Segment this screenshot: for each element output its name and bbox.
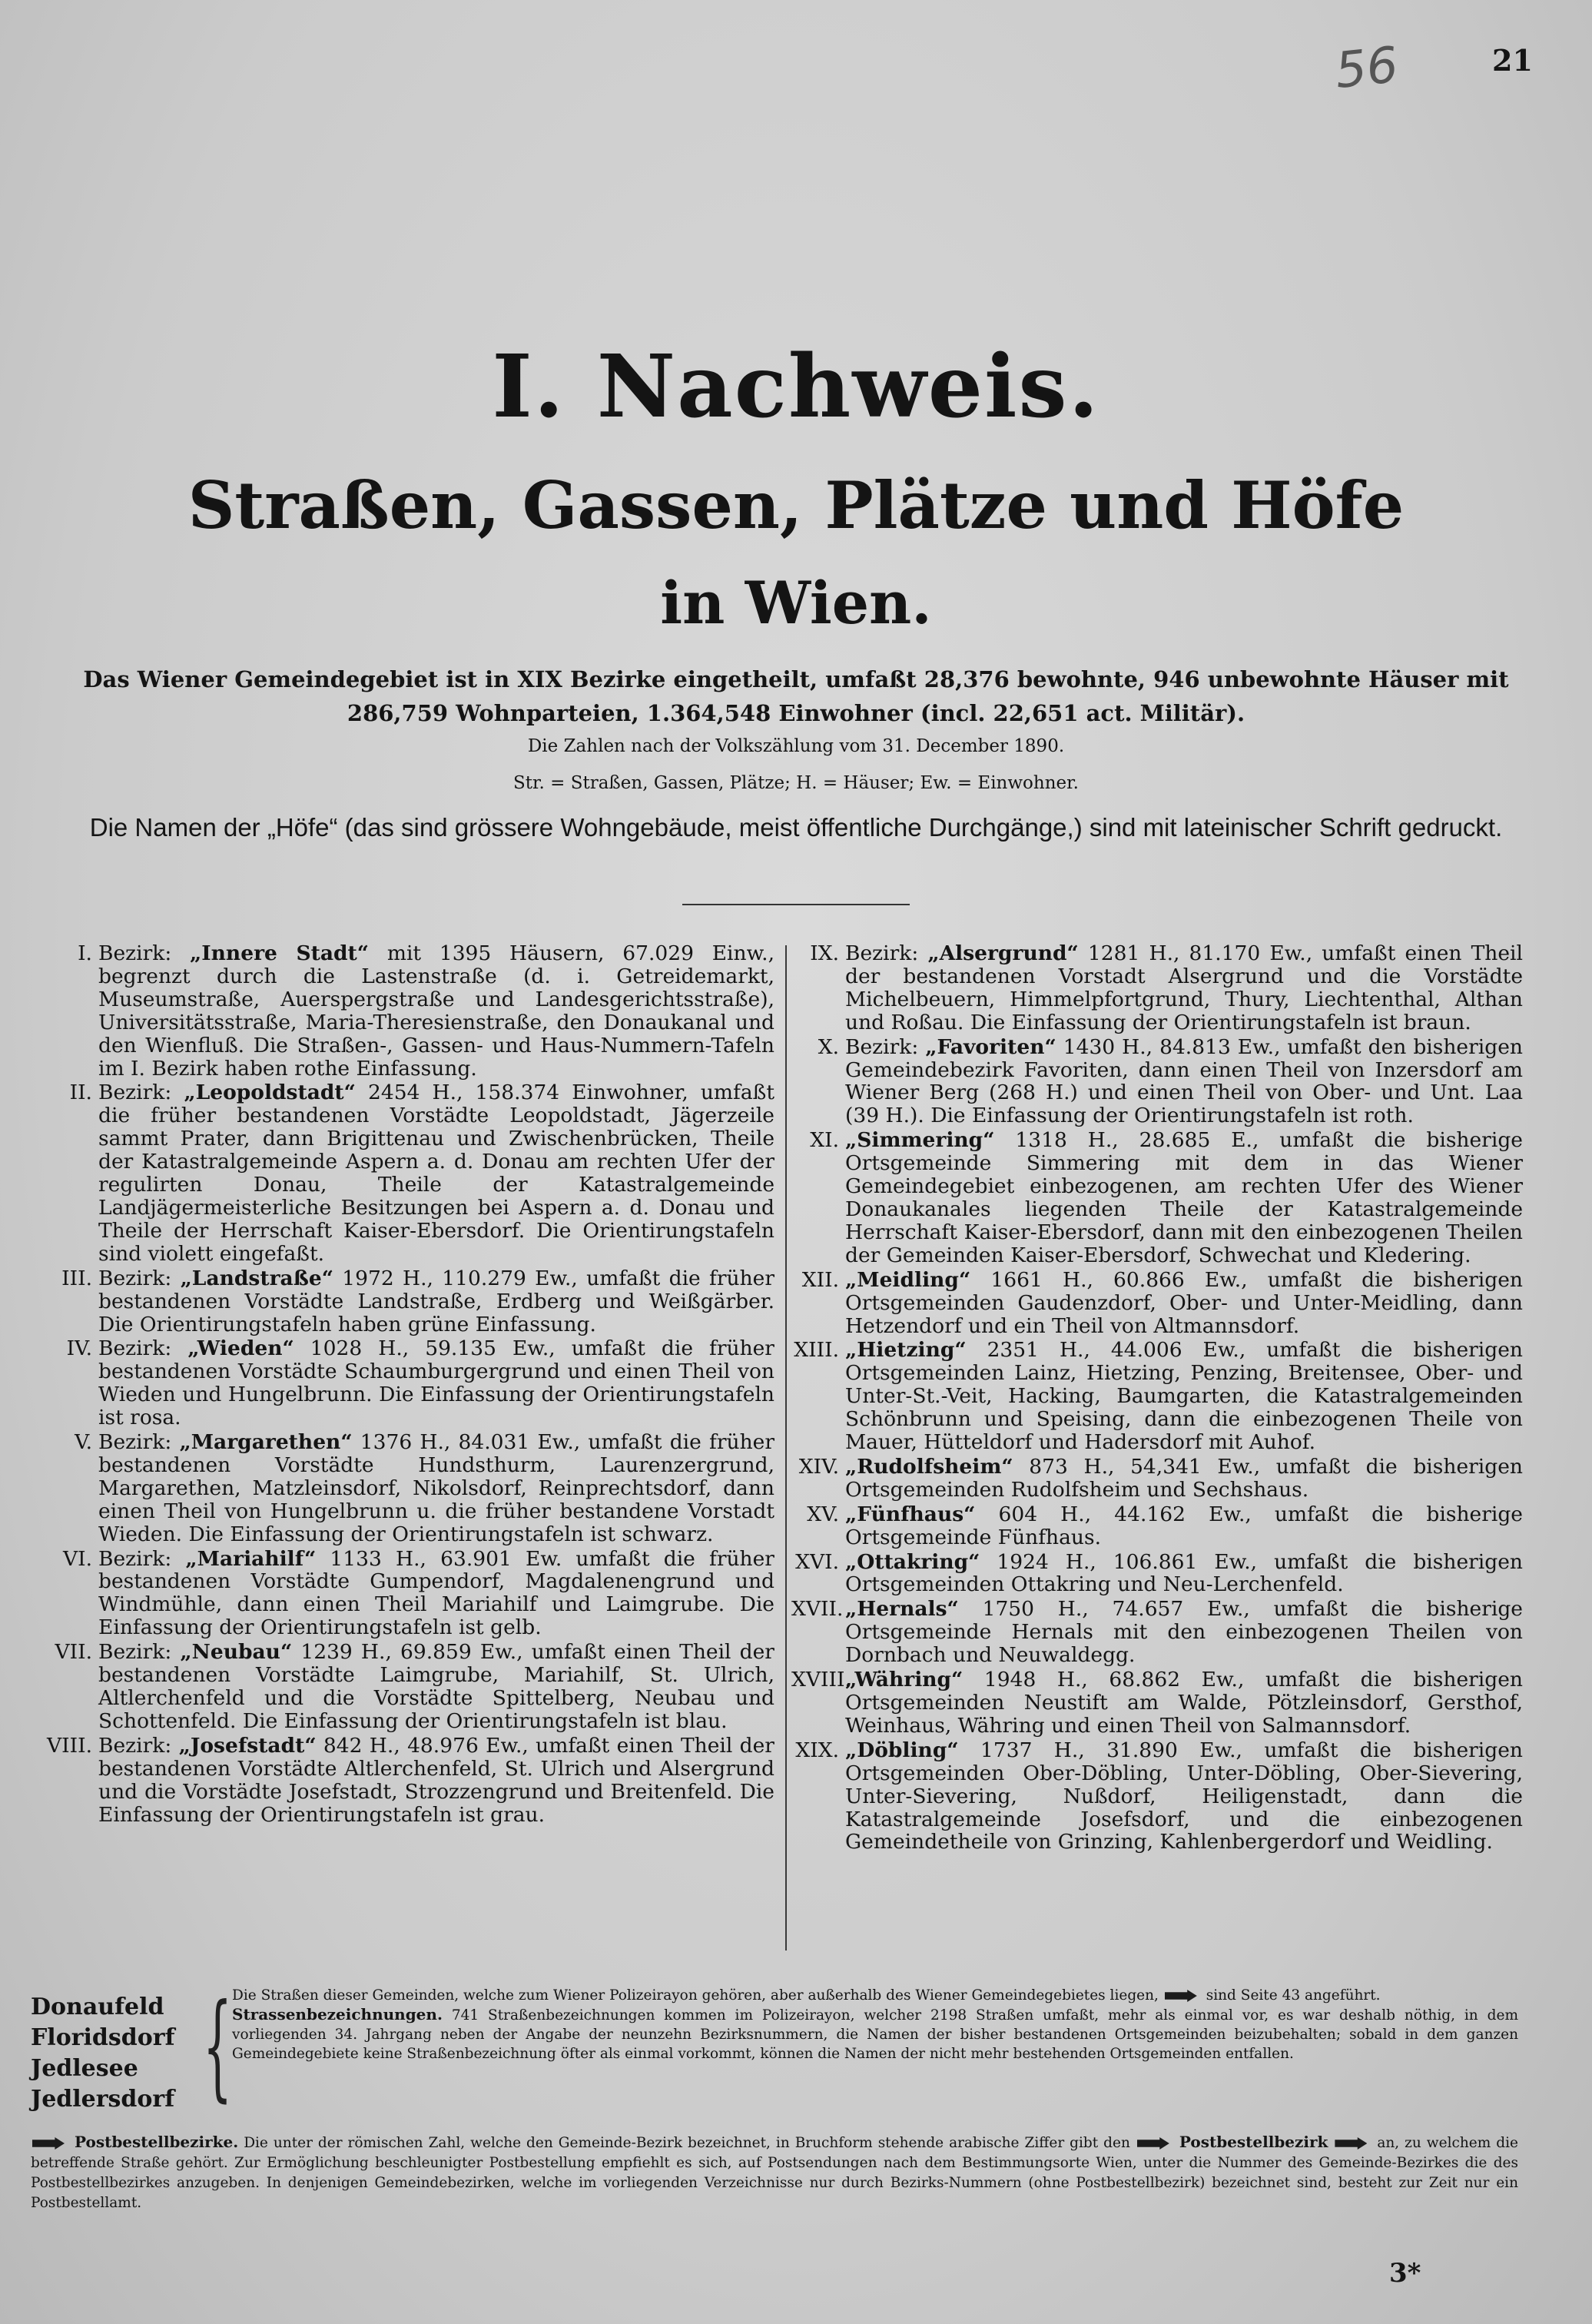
district-entry bbox=[45, 1337, 774, 1429]
district-text bbox=[98, 1267, 774, 1336]
district-number: XIII. bbox=[794, 1338, 839, 1363]
district-name: „Wieden“ bbox=[187, 1336, 294, 1361]
district-name: „Simmering“ bbox=[845, 1128, 995, 1153]
signature-mark: 3* bbox=[1389, 2258, 1421, 2289]
districts-right-column bbox=[791, 942, 1523, 1855]
district-prefix: Bezirk: bbox=[98, 1081, 172, 1105]
district-entry bbox=[791, 1456, 1523, 1502]
district-name: „Favoriten“ bbox=[925, 1034, 1056, 1059]
district-text bbox=[98, 942, 774, 1080]
district-number: IV. bbox=[66, 1336, 92, 1361]
district-text bbox=[98, 1735, 774, 1827]
district-prefix: Bezirk: bbox=[845, 1034, 919, 1059]
district-text bbox=[845, 1129, 1523, 1267]
strassen-note bbox=[232, 2005, 1518, 2063]
district-number: II. bbox=[69, 1081, 92, 1105]
district-name: „Margarethen“ bbox=[179, 1430, 353, 1455]
district-entry bbox=[45, 1548, 774, 1640]
district-number: I. bbox=[78, 941, 92, 965]
district-name: „Währing“ bbox=[845, 1668, 963, 1692]
district-entry bbox=[791, 1598, 1523, 1667]
district-entry bbox=[45, 1735, 774, 1827]
district-name: „Alsergrund“ bbox=[927, 941, 1079, 965]
district-number: XV. bbox=[807, 1502, 839, 1526]
page-subtitle: Straßen, Gassen, Plätze und Höfe bbox=[187, 467, 1405, 543]
district-number: XI. bbox=[810, 1128, 839, 1153]
district-name: „Döbling“ bbox=[845, 1738, 959, 1762]
district-entry bbox=[45, 1267, 774, 1336]
district-entry bbox=[791, 1129, 1523, 1267]
district-text bbox=[845, 1036, 1523, 1128]
district-number: V. bbox=[75, 1430, 92, 1455]
district-description: 842 H., 48.976 Ew., umfaßt einen Theil der bestandenen Vorstädte Altlerchenfeld, St. Ulrich und Alsergrund und die Vorstädte Josefstadt, Strozzengrund und Breitenfeld. Die Einfassung der Orientirungstafeln ist grau. bbox=[98, 1733, 774, 1827]
pencil-mark: 56 bbox=[1332, 36, 1401, 101]
footnote-right bbox=[232, 1986, 1518, 2063]
page-subtitle-city: in Wien. bbox=[660, 569, 932, 637]
suburb-item: Jedlersdorf bbox=[31, 2086, 175, 2113]
district-text bbox=[845, 1598, 1523, 1667]
district-text bbox=[98, 1641, 774, 1733]
districts-left-column bbox=[45, 942, 774, 1828]
district-text bbox=[845, 942, 1523, 1034]
district-prefix: Bezirk: bbox=[98, 1640, 172, 1665]
district-number: IX. bbox=[810, 941, 839, 965]
district-description: 1972 H., 110.279 Ew., umfaßt die früher bestandenen Vorstädte Landstraße, Erdberg und Weißgärber. Die Orientirungstafeln haben grüne Einfassung. bbox=[98, 1266, 774, 1336]
district-name: „Rudolfsheim“ bbox=[845, 1454, 1013, 1479]
district-entry bbox=[791, 1739, 1523, 1854]
district-number: XVIII. bbox=[791, 1668, 851, 1692]
section-divider bbox=[682, 904, 910, 905]
district-text bbox=[845, 1503, 1523, 1549]
post-text-b: an, zu welchem die betreffende Straße gehört. Zur Ermöglichung beschleunigter Postbestellung empfiehlt es sich, auf Postsendungen nach dem Bestimmungsorte Wien, unter die Nummer des Gemeinde-Bezirkes die des Postbestellbezirkes anzugeben. In denjenigen Gemeindebezirken, welche im vorliegenden Verzeichnisse nur durch Bezirks-Nummern (ohne Postbestellbezirk) bezeichnet sind, besteht zur Zeit nur ein Postbestellamt. bbox=[31, 2135, 1518, 2211]
district-description: 1281 H., 81.170 Ew., umfaßt einen Theil der bestandenen Vorstadt Alsergrund und die Vorstädte Michelbeuern, Himmelpfortgrund, Thury, Liechtenthal, Althan und Roßau. Die Einfassung der Orientirungstafeln ist braun. bbox=[845, 941, 1523, 1034]
district-name: „Ottakring“ bbox=[845, 1549, 980, 1574]
page-title: I. Nachweis. bbox=[492, 337, 1100, 437]
district-name: „Meidling“ bbox=[845, 1267, 971, 1292]
district-entry bbox=[791, 1503, 1523, 1549]
post-heading: Postbestellbezirke. bbox=[74, 2133, 239, 2151]
district-entry bbox=[45, 942, 774, 1080]
district-name: „Neubau“ bbox=[180, 1640, 293, 1665]
district-description: 1239 H., 69.859 Ew., umfaßt einen Theil der bestandenen Vorstädte Laimgrube, Mariahilf, St. Ulrich, Altlerchenfeld und die Vorstädte Spittelberg, Neubau und Schottenfeld. Die Einfassung der Orientirungstafeln ist blau. bbox=[98, 1640, 774, 1733]
column-divider bbox=[785, 945, 787, 1950]
strassen-text: 741 Straßenbezeichnungen kommen im Polizeirayon, welcher 2198 Straßen umfaßt, mehr als einmal vor, es war deshalb nöthig, in dem vorliegenden 34. Jahrgang neben der Angabe der neunzehn Bezirksnummern, die Namen der bisher bestandenen Ortsgemeinden beizubehalten; sobald in dem ganzen Gemeindegebiete keine Straßenbezeichnung öfter als einmal vorkommt, können die Namen der nicht mehr bestehenden Ortsgemeinden entfallen. bbox=[232, 2007, 1518, 2062]
district-text bbox=[845, 1739, 1523, 1854]
district-name: „Innere Stadt“ bbox=[190, 941, 370, 965]
district-description: 604 H., 44.162 Ew., umfaßt die bisherige Ortsgemeinde Fünfhaus. bbox=[845, 1502, 1523, 1549]
district-prefix: Bezirk: bbox=[98, 1733, 172, 1758]
district-number: XIX. bbox=[795, 1738, 839, 1762]
district-text bbox=[845, 1339, 1523, 1454]
district-entry bbox=[791, 1269, 1523, 1338]
district-number: X. bbox=[818, 1034, 839, 1059]
district-entry bbox=[791, 1339, 1523, 1454]
polizei-text-a: Die Straßen dieser Gemeinden, welche zum Wiener Polizeirayon gehören, aber außerhalb des Wiener Gemeindegebietes liegen, bbox=[232, 1987, 1159, 2004]
district-name: „Hernals“ bbox=[845, 1597, 959, 1622]
pointing-hand-icon bbox=[1165, 1990, 1197, 2002]
suburb-item: Jedlesee bbox=[31, 2055, 138, 2082]
district-prefix: Bezirk: bbox=[845, 941, 919, 965]
census-note: Die Zahlen nach der Volkszählung vom 31. December 1890. bbox=[527, 736, 1065, 756]
district-number: III. bbox=[61, 1266, 92, 1290]
district-description: 1750 H., 74.657 Ew., umfaßt die bisherige Ortsgemeinde Hernals mit den einbezogenen Theilen von Dornbach und Neuwaldegg. bbox=[845, 1597, 1523, 1668]
district-number: VI. bbox=[62, 1546, 92, 1571]
district-description: 2351 H., 44.006 Ew., umfaßt die bisherigen Ortsgemeinden Lainz, Hietzing, Penzing, Breitensee, Ober- und Unter-St.-Veit, Hacking, Baumgarten, die Katastralgemeinden Schönbrunn und Speising, dann die einbezogenen Theile von Mauer, Hütteldorf und Hadersdorf mit Auhof. bbox=[845, 1338, 1523, 1455]
district-text bbox=[98, 1548, 774, 1640]
district-description: 1924 H., 106.861 Ew., umfaßt die bisherigen Ortsgemeinden Ottakring und Neu-Lerchenfeld. bbox=[845, 1549, 1523, 1597]
district-prefix: Bezirk: bbox=[98, 1336, 172, 1361]
district-number: XVI. bbox=[795, 1549, 839, 1574]
pointing-hand-icon bbox=[1335, 2137, 1367, 2150]
strassen-heading: Strassenbezeichnungen. bbox=[232, 2005, 443, 2024]
district-name: „Landstraße“ bbox=[180, 1266, 333, 1290]
district-text bbox=[845, 1668, 1523, 1738]
district-entry bbox=[791, 942, 1523, 1034]
district-entry bbox=[791, 1551, 1523, 1597]
district-number: XIV. bbox=[798, 1454, 839, 1479]
polizei-text-b: sind Seite 43 angeführt. bbox=[1206, 1987, 1381, 2004]
district-prefix: Bezirk: bbox=[98, 1546, 172, 1571]
district-number: VII. bbox=[55, 1640, 92, 1665]
district-prefix: Bezirk: bbox=[98, 1266, 172, 1290]
district-number: XVII. bbox=[791, 1597, 844, 1622]
abbreviations-note: Str. = Straßen, Gassen, Plätze; H. = Häuser; Ew. = Einwohner. bbox=[513, 773, 1079, 793]
district-name: „Mariahilf“ bbox=[185, 1546, 317, 1571]
district-prefix: Bezirk: bbox=[98, 941, 172, 965]
district-text bbox=[845, 1456, 1523, 1502]
district-entry bbox=[791, 1036, 1523, 1128]
district-description: 1430 H., 84.813 Ew., umfaßt den bisherigen Gemeindebezirk Favoriten, dann einen Theil von Inzersdorf am Wiener Berg (268 H.) und einen Theil von Ober- und Unt. Laa (39 H.). Die Einfassung der Orientirungstafeln ist roth. bbox=[845, 1034, 1523, 1128]
district-description: 1028 H., 59.135 Ew., umfaßt die früher bestandenen Vorstädte Schaumburgergrund und einen Theil von Wieden und Hungelbrunn. Die Einfassung der Orientirungstafeln ist rosa. bbox=[98, 1336, 774, 1430]
district-prefix: Bezirk: bbox=[98, 1430, 172, 1455]
district-name: „Josefstadt“ bbox=[178, 1733, 317, 1758]
district-entry bbox=[45, 1431, 774, 1546]
district-text bbox=[845, 1551, 1523, 1597]
district-name: „Hietzing“ bbox=[845, 1338, 967, 1363]
pointing-hand-icon bbox=[32, 2137, 65, 2150]
district-number: VIII. bbox=[47, 1733, 92, 1758]
hoefe-note: Die Namen der „Höfe“ (das sind grössere Wohngebäude, meist öffentliche Durchgänge,) sind mit lateinischer Schrift gedruckt. bbox=[89, 813, 1503, 842]
pointing-hand-icon bbox=[1137, 2137, 1169, 2150]
district-description: 2454 H., 158.374 Einwohner, umfaßt die früher bestandenen Vorstädte Leopoldstadt, Jägerzeile sammt Prater, dann Brigittenau und Zwischenbrücken, Theile der Katastralgemeinde Aspern a. d. Donau am rechten Ufer der regulirten Donau, Theile der Katastralgemeinde Landjägermeisterliche Besitzungen bei Aspern a. d. Donau und Theile der Herrschaft Kaiser-Ebersdorf. Die Orientirungstafeln sind violett eingefaßt. bbox=[98, 1081, 774, 1266]
district-description: 1133 H., 63.901 Ew. umfaßt die früher bestandenen Vorstädte Gumpendorf, Magdalenengrund und Windmühle, dann einen Theil Mariahilf und Laimgrube. Die Einfassung der Orientirungstafeln ist gelb. bbox=[98, 1546, 774, 1640]
district-description: 1661 H., 60.866 Ew., umfaßt die bisherigen Ortsgemeinden Gaudenzdorf, Ober- und Unter-Meidling, dann Hetzendorf und ein Theil von Altmannsdorf. bbox=[845, 1267, 1523, 1338]
district-entry bbox=[45, 1641, 774, 1733]
district-text bbox=[98, 1337, 774, 1429]
district-text bbox=[845, 1269, 1523, 1338]
district-description: 1318 H., 28.685 E., umfaßt die bisherige Ortsgemeinde Simmering mit dem in das Wiener Gemeindegebiet einbezogenen, am rechten Ufer des Wiener Donaukanales liegenden Theile der Katastralgemeinde Herrschaft Kaiser-Ebersdorf, dann mit den einbezogenen Theilen der Gemeinden Kaiser-Ebersdorf, Schwechat und Kledering. bbox=[845, 1128, 1523, 1267]
district-description: 1737 H., 31.890 Ew., umfaßt die bisherigen Ortsgemeinden Ober-Döbling, Unter-Döbling, Ober-Sievering, Unter-Sievering, Nußdorf, Heiligenstadt, dann die Katastralgemeinde Josefsdorf, und die einbezogenen Gemeindetheile von Grinzing, Kahlenbergerdorf und Weidling. bbox=[845, 1738, 1523, 1854]
district-number: XII. bbox=[801, 1267, 839, 1292]
polizei-note bbox=[232, 1986, 1518, 2005]
intro-paragraph: Das Wiener Gemeindegebiet ist in XIX Bezirke eingetheilt, umfaßt 28,376 bewohnte, 946 unbewohnte Häuser mit 286,759 Wohnparteien, 1.364,548 Einwohner (incl. 22,651 act. Militär). bbox=[83, 666, 1509, 726]
brace-icon: { bbox=[203, 1980, 233, 2113]
post-label: Postbestellbezirk bbox=[1179, 2133, 1328, 2151]
suburb-item: Donaufeld bbox=[31, 1994, 164, 2020]
district-description: 873 H., 54,341 Ew., umfaßt die bisherigen Ortsgemeinden Rudolfsheim und Sechshaus. bbox=[845, 1454, 1523, 1502]
district-name: „Leopoldstadt“ bbox=[184, 1081, 356, 1105]
district-name: „Fünfhaus“ bbox=[845, 1502, 976, 1526]
district-description: mit 1395 Häusern, 67.029 Einw., begrenzt durch die Lastenstraße (d. i. Getreidemarkt, Museumstraße, Auerspergstraße und Landesgerichtsstraße), Universitätsstraße, Maria-Theresienstraße, den Donaukanal und den Wienfluß. Die Straßen-, Gassen- und Haus-Nummern-Tafeln im I. Bezirk haben rothe Einfassung. bbox=[98, 941, 774, 1081]
district-text bbox=[98, 1081, 774, 1265]
suburb-item: Floridsdorf bbox=[31, 2024, 175, 2051]
district-entry bbox=[45, 1081, 774, 1265]
district-description: 1376 H., 84.031 Ew., umfaßt die früher bestandenen Vorstädte Hundsthurm, Laurenzergrund, Margarethen, Matzleinsdorf, Nikolsdorf, Reinprechtsdorf, dann einen Theil von Hungelbrunn u. die früher bestandene Vorstadt Wieden. Die Einfassung der Orientirungstafeln ist schwarz. bbox=[98, 1430, 774, 1546]
post-note bbox=[31, 2132, 1518, 2213]
suburb-list bbox=[31, 1992, 200, 2115]
post-text-a: Die unter der römischen Zahl, welche den Gemeinde-Bezirk bezeichnet, in Bruchform stehende arabische Ziffer gibt den bbox=[244, 2135, 1130, 2151]
district-text bbox=[98, 1431, 774, 1546]
district-entry bbox=[791, 1668, 1523, 1738]
district-description: 1948 H., 68.862 Ew., umfaßt die bisherigen Ortsgemeinden Neustift am Walde, Pötzleinsdorf, Gersthof, Weinhaus, Währing und einen Theil von Salmannsdorf. bbox=[845, 1668, 1523, 1738]
page-number: 21 bbox=[1492, 43, 1533, 78]
